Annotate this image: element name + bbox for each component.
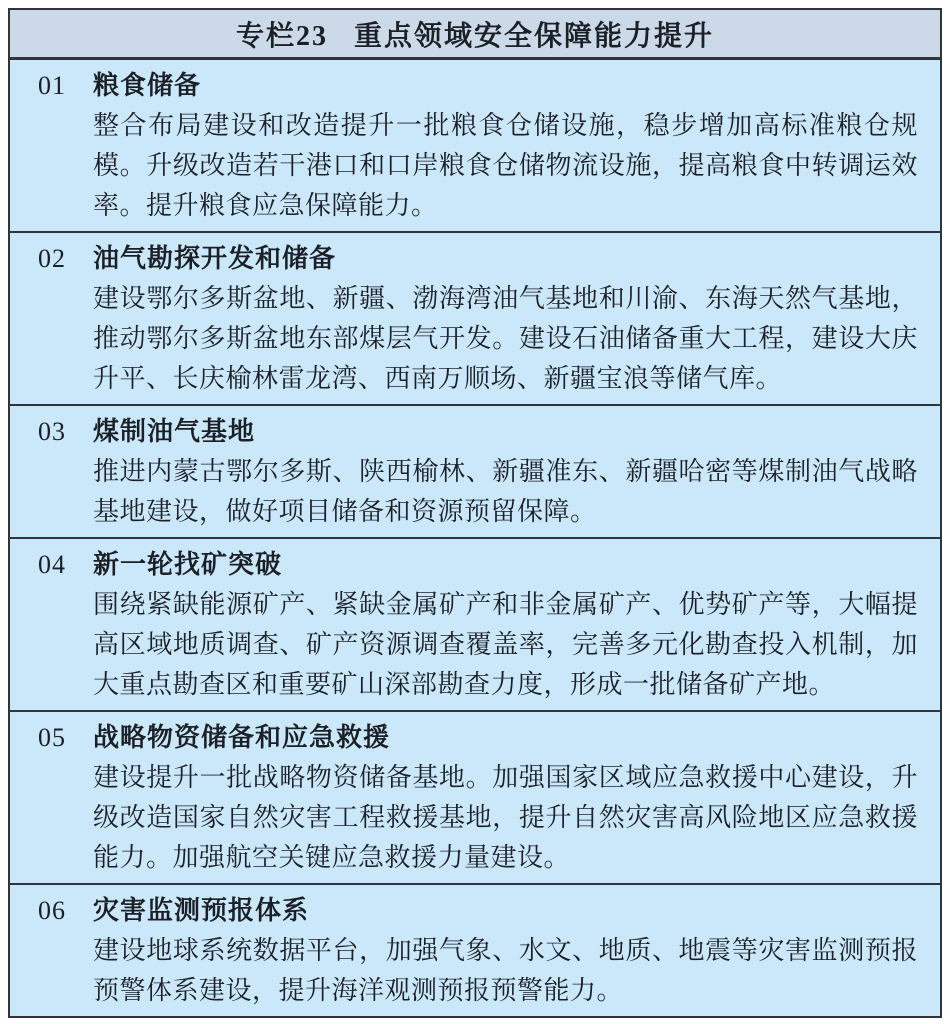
section-head [38, 718, 918, 758]
section-mineral-exploration [10, 537, 940, 710]
section-grain-reserves [10, 60, 940, 231]
section-title: 油气勘探开发和储备 [93, 244, 337, 273]
section-disaster-monitoring [10, 883, 940, 1016]
section-head [38, 891, 918, 931]
sections-list [10, 60, 940, 1016]
section-head [38, 239, 918, 279]
section-number: 04 [38, 550, 66, 579]
section-coal-to-oil-gas-bases [10, 404, 940, 537]
section-body: 建设提升一批战略物资储备基地。加强国家区域应急救援中心建设，升级改造国家自然灾害工程救援基地，提升自然灾害高风险地区应急救援能力。加强航空关键应急救援力量建设。 [93, 763, 918, 872]
section-head [38, 412, 918, 452]
special-column-panel [8, 8, 942, 1018]
section-body: 建设鄂尔多斯盆地、新疆、渤海湾油气基地和川渝、东海天然气基地，推动鄂尔多斯盆地东部煤层气开发。建设石油储备重大工程，建设大庆升平、长庆榆林雷龙湾、西南万顺场、新疆宝浪等储气库。 [93, 284, 918, 393]
section-head [38, 545, 918, 585]
section-body: 围绕紧缺能源矿产、紧缺金属矿产和非金属矿产、优势矿产等，大幅提高区域地质调查、矿产资源调查覆盖率，完善多元化勘查投入机制，加大重点勘查区和重要矿山深部勘查力度，形成一批储备矿产地。 [93, 590, 918, 699]
section-body: 推进内蒙古鄂尔多斯、陕西榆林、新疆准东、新疆哈密等煤制油气战略基地建设，做好项目储备和资源预留保障。 [93, 457, 918, 526]
section-title: 粮食储备 [93, 71, 202, 100]
section-body: 整合布局建设和改造提升一批粮食仓储设施，稳步增加高标准粮仓规模。升级改造若干港口和口岸粮食仓储物流设施，提高粮食中转调运效率。提升粮食应急保障能力。 [93, 111, 918, 220]
section-title: 战略物资储备和应急救援 [93, 723, 391, 752]
section-oil-gas-exploration [10, 231, 940, 404]
section-title: 灾害监测预报体系 [93, 896, 310, 925]
section-title: 新一轮找矿突破 [93, 550, 283, 579]
section-strategic-reserves-rescue [10, 710, 940, 883]
panel-title: 重点领域安全保障能力提升 [354, 20, 715, 52]
section-number: 01 [38, 71, 66, 100]
panel-column-label: 专栏23 [235, 20, 328, 52]
section-head [38, 66, 918, 106]
section-title: 煤制油气基地 [93, 417, 256, 446]
section-number: 03 [38, 417, 66, 446]
section-number: 05 [38, 723, 66, 752]
section-number: 06 [38, 896, 66, 925]
section-body: 建设地球系统数据平台，加强气象、水文、地质、地震等灾害监测预报预警体系建设，提升海洋观测预报预警能力。 [93, 936, 918, 1005]
panel-header [10, 10, 940, 60]
section-number: 02 [38, 244, 66, 273]
